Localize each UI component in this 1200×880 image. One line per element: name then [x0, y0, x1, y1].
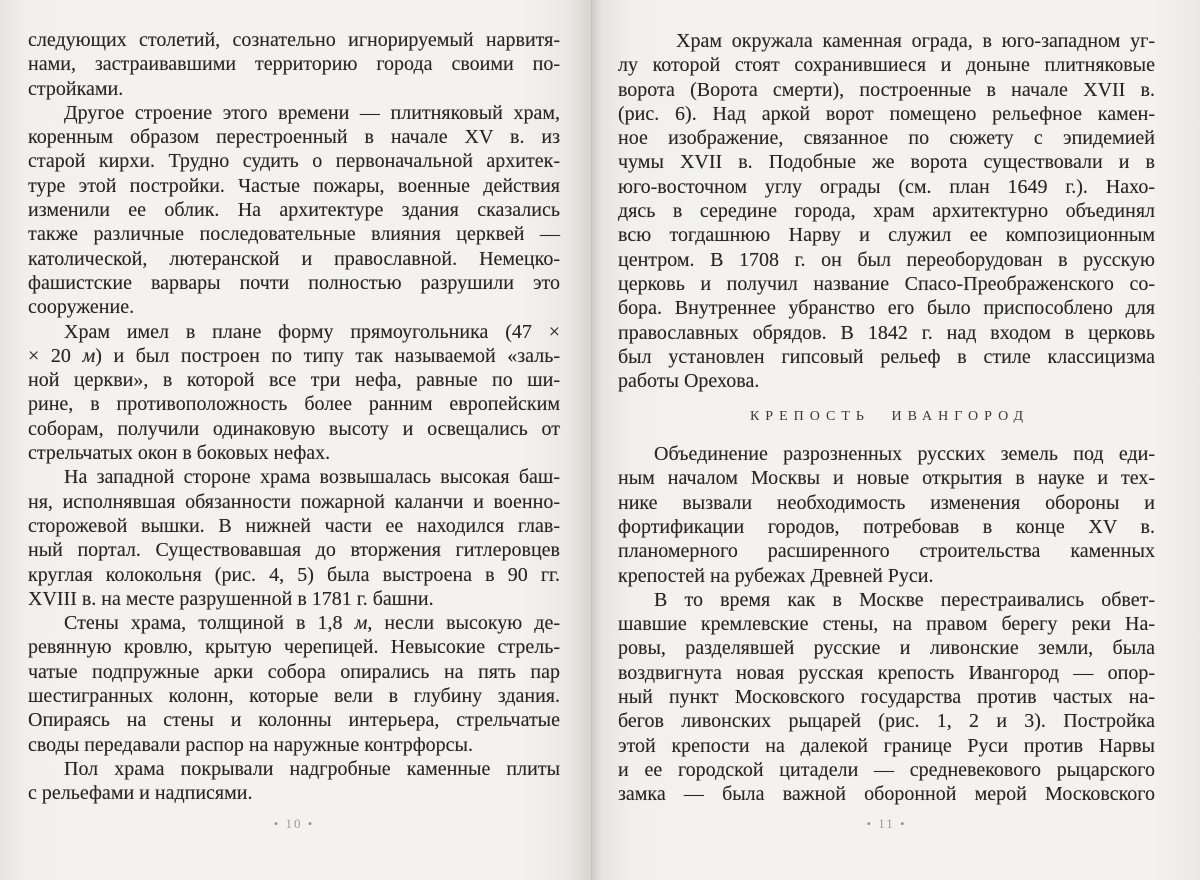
paragraph — [28, 611, 560, 757]
text-line: церковь и получил название Спасо-Преображенского со- — [618, 272, 1155, 295]
paragraph — [28, 101, 560, 320]
text-line: бора. Внутреннее убранство его было приспособлено для — [618, 297, 1155, 320]
text-line: (рис. 6). Над аркой ворот помещено рельефное камен- — [618, 102, 1155, 125]
text-line: изменили ее облик. На архитектуре здания сказались — [28, 199, 560, 222]
text-line: сторожевой вышки. В нижней части ее находился глав- — [28, 514, 560, 537]
text-line: ной церкви», в которой все три нефа, равные по ши- — [28, 369, 560, 392]
text-segment: , несли высокую де- — [367, 612, 560, 635]
text-line: и ее городской цитадели — средневекового рыцарского — [618, 758, 1155, 781]
text-line: стрельчатых окон в боковых нефах. — [28, 442, 331, 465]
text-segment: × 20 — [28, 344, 83, 367]
text-line: ня, исполнявшая обязанности пожарной каланчи и военно- — [28, 490, 560, 513]
text-line: Объединение разрозненных русских земель под еди- — [654, 443, 1155, 466]
text-line: Храм имел в плане форму прямоугольника (47 × — [64, 320, 560, 343]
paragraph — [618, 442, 1155, 588]
text-line: ревянную кровлю, крытую черепицей. Невысокие стрель- — [28, 636, 560, 659]
text-line: следующих столетий, сознательно игнорируемый нарвитя- — [28, 29, 560, 51]
italic-unit: м — [82, 344, 96, 367]
text-line: дясь в середине города, храм архитектурно объединял — [618, 200, 1155, 223]
text-line: своды передавали распор на наружные контрфорсы. — [28, 733, 473, 756]
text-line: туре этой постройки. Частые пожары, военные действия — [28, 174, 560, 197]
text-line: всю тогдашнюю Нарву и служил ее композиционным — [618, 224, 1155, 247]
text-line: этой крепости на далекой границе Руси против Нарвы — [618, 734, 1155, 757]
text-line: лу которой стоят сохранившиеся и доныне плитняковые — [618, 54, 1155, 77]
page-right — [592, 0, 1200, 880]
text-line: с рельефами и надписями. — [28, 782, 253, 805]
text-line: Храм окружала каменная ограда, в юго-западном уг- — [676, 30, 1155, 52]
text-line: чатые подпружные арки собора опирались на пять пар — [28, 660, 560, 683]
text-line: воздвигнута новая русская крепость Ивангород — опор- — [618, 661, 1155, 684]
text-line — [28, 344, 560, 368]
paragraph — [28, 757, 560, 806]
text-line: ное изображение, связанное по сюжету с эпидемией — [618, 127, 1155, 150]
paragraph — [28, 320, 560, 466]
text-line: ным началом Москвы и новые открытия в науке и тех- — [618, 467, 1155, 490]
text-line: юго-восточном углу ограды (см. план 1649 г.). Нахо- — [618, 175, 1155, 198]
text-line — [28, 611, 560, 635]
text-line: сооружение. — [28, 296, 135, 319]
paragraph — [618, 29, 1155, 393]
text-line: чумы XVII в. Подобные же ворота существовали и в — [618, 151, 1155, 174]
text-line: соборам, получили одинаковую высоту и освещались от — [28, 417, 560, 440]
text-line: шестигранных колонн, которые вели в глубину здания. — [28, 685, 560, 708]
text-line: круглая колокольня (рис. 4, 5) была выстроена в 90 гг. — [28, 563, 560, 586]
text-line: работы Орехова. — [618, 370, 760, 393]
page-text — [28, 28, 560, 806]
text-line: Опираясь на стены и колонны интерьера, стрельчатые — [28, 709, 560, 732]
text-line: был установлен гипсовый рельеф в стиле классицизма — [618, 345, 1155, 368]
text-line: православных обрядов. В 1842 г. над входом в церковь — [618, 321, 1155, 344]
page-left — [0, 0, 592, 880]
text-line: ровы, разделявшей русские и ливонские земли, была — [618, 637, 1155, 660]
text-line: планомерного расширенного строительства каменных — [618, 540, 1155, 563]
italic-unit: м — [354, 612, 368, 635]
text-line: ный портал. Существовавшая до вторжения гитлеровцев — [28, 539, 560, 562]
page-number: • 11 • — [866, 816, 907, 831]
text-line: XVIII в. на месте разрушенной в 1781 г. башни. — [28, 587, 434, 610]
text-line: центром. В 1708 г. он был переоборудован в русскую — [618, 248, 1155, 271]
text-line: замка — была важной оборонной мерой Московского — [618, 783, 1155, 806]
text-line: коренным образом перестроенный в начале XV в. из — [28, 126, 560, 149]
text-segment: ) и был построен по типу так называемой «заль- — [95, 344, 561, 367]
text-line: стройками. — [28, 77, 124, 100]
text-line: фашистские варвары почти полностью разрушили это — [28, 271, 560, 294]
paragraph — [618, 588, 1155, 807]
page-text — [618, 29, 1155, 807]
paragraph — [28, 28, 560, 101]
paragraph — [28, 465, 560, 611]
text-line: фортификации городов, потребовав в конце XV в. — [618, 515, 1155, 538]
text-line: Другое строение этого времени — плитняковый храм, — [64, 101, 560, 124]
text-line: ворота (Ворота смерти), построенные в начале XVII в. — [618, 78, 1155, 101]
text-line: Пол храма покрывали надгробные каменные плиты — [64, 757, 560, 780]
text-line: На западной стороне храма возвышалась высокая баш- — [64, 466, 560, 489]
text-line: рине, в противоположность более ранним европейским — [28, 393, 560, 416]
text-line: крепостей на рубежах Древней Руси. — [618, 564, 934, 587]
section-heading: КРЕПОСТЬ ИВАНГОРОД — [749, 409, 1030, 425]
text-line: нике вызвали необходимость изменения обороны и — [618, 491, 1155, 514]
text-line: шавшие кремлевские стены, на правом берегу реки На- — [618, 613, 1155, 636]
text-line: нами, застраивавшими территорию города своими по- — [28, 53, 560, 76]
text-line: католической, лютеранской и православной. Немецко- — [28, 247, 560, 270]
text-line: также различные последовательные влияния церквей — — [28, 223, 560, 246]
text-line: ный пункт Московского государства против частых на- — [618, 686, 1155, 709]
page-number: • 10 • — [273, 816, 315, 831]
text-line: бегов ливонских рыцарей (рис. 1, 2 и 3). Постройка — [618, 710, 1155, 733]
text-line: старой кирхи. Трудно судить о первоначальной архитек- — [28, 150, 560, 173]
text-segment: Стены храма, толщиной в 1,8 — [64, 612, 355, 635]
text-line: В то время как в Москве перестраивались обвет- — [654, 588, 1155, 611]
